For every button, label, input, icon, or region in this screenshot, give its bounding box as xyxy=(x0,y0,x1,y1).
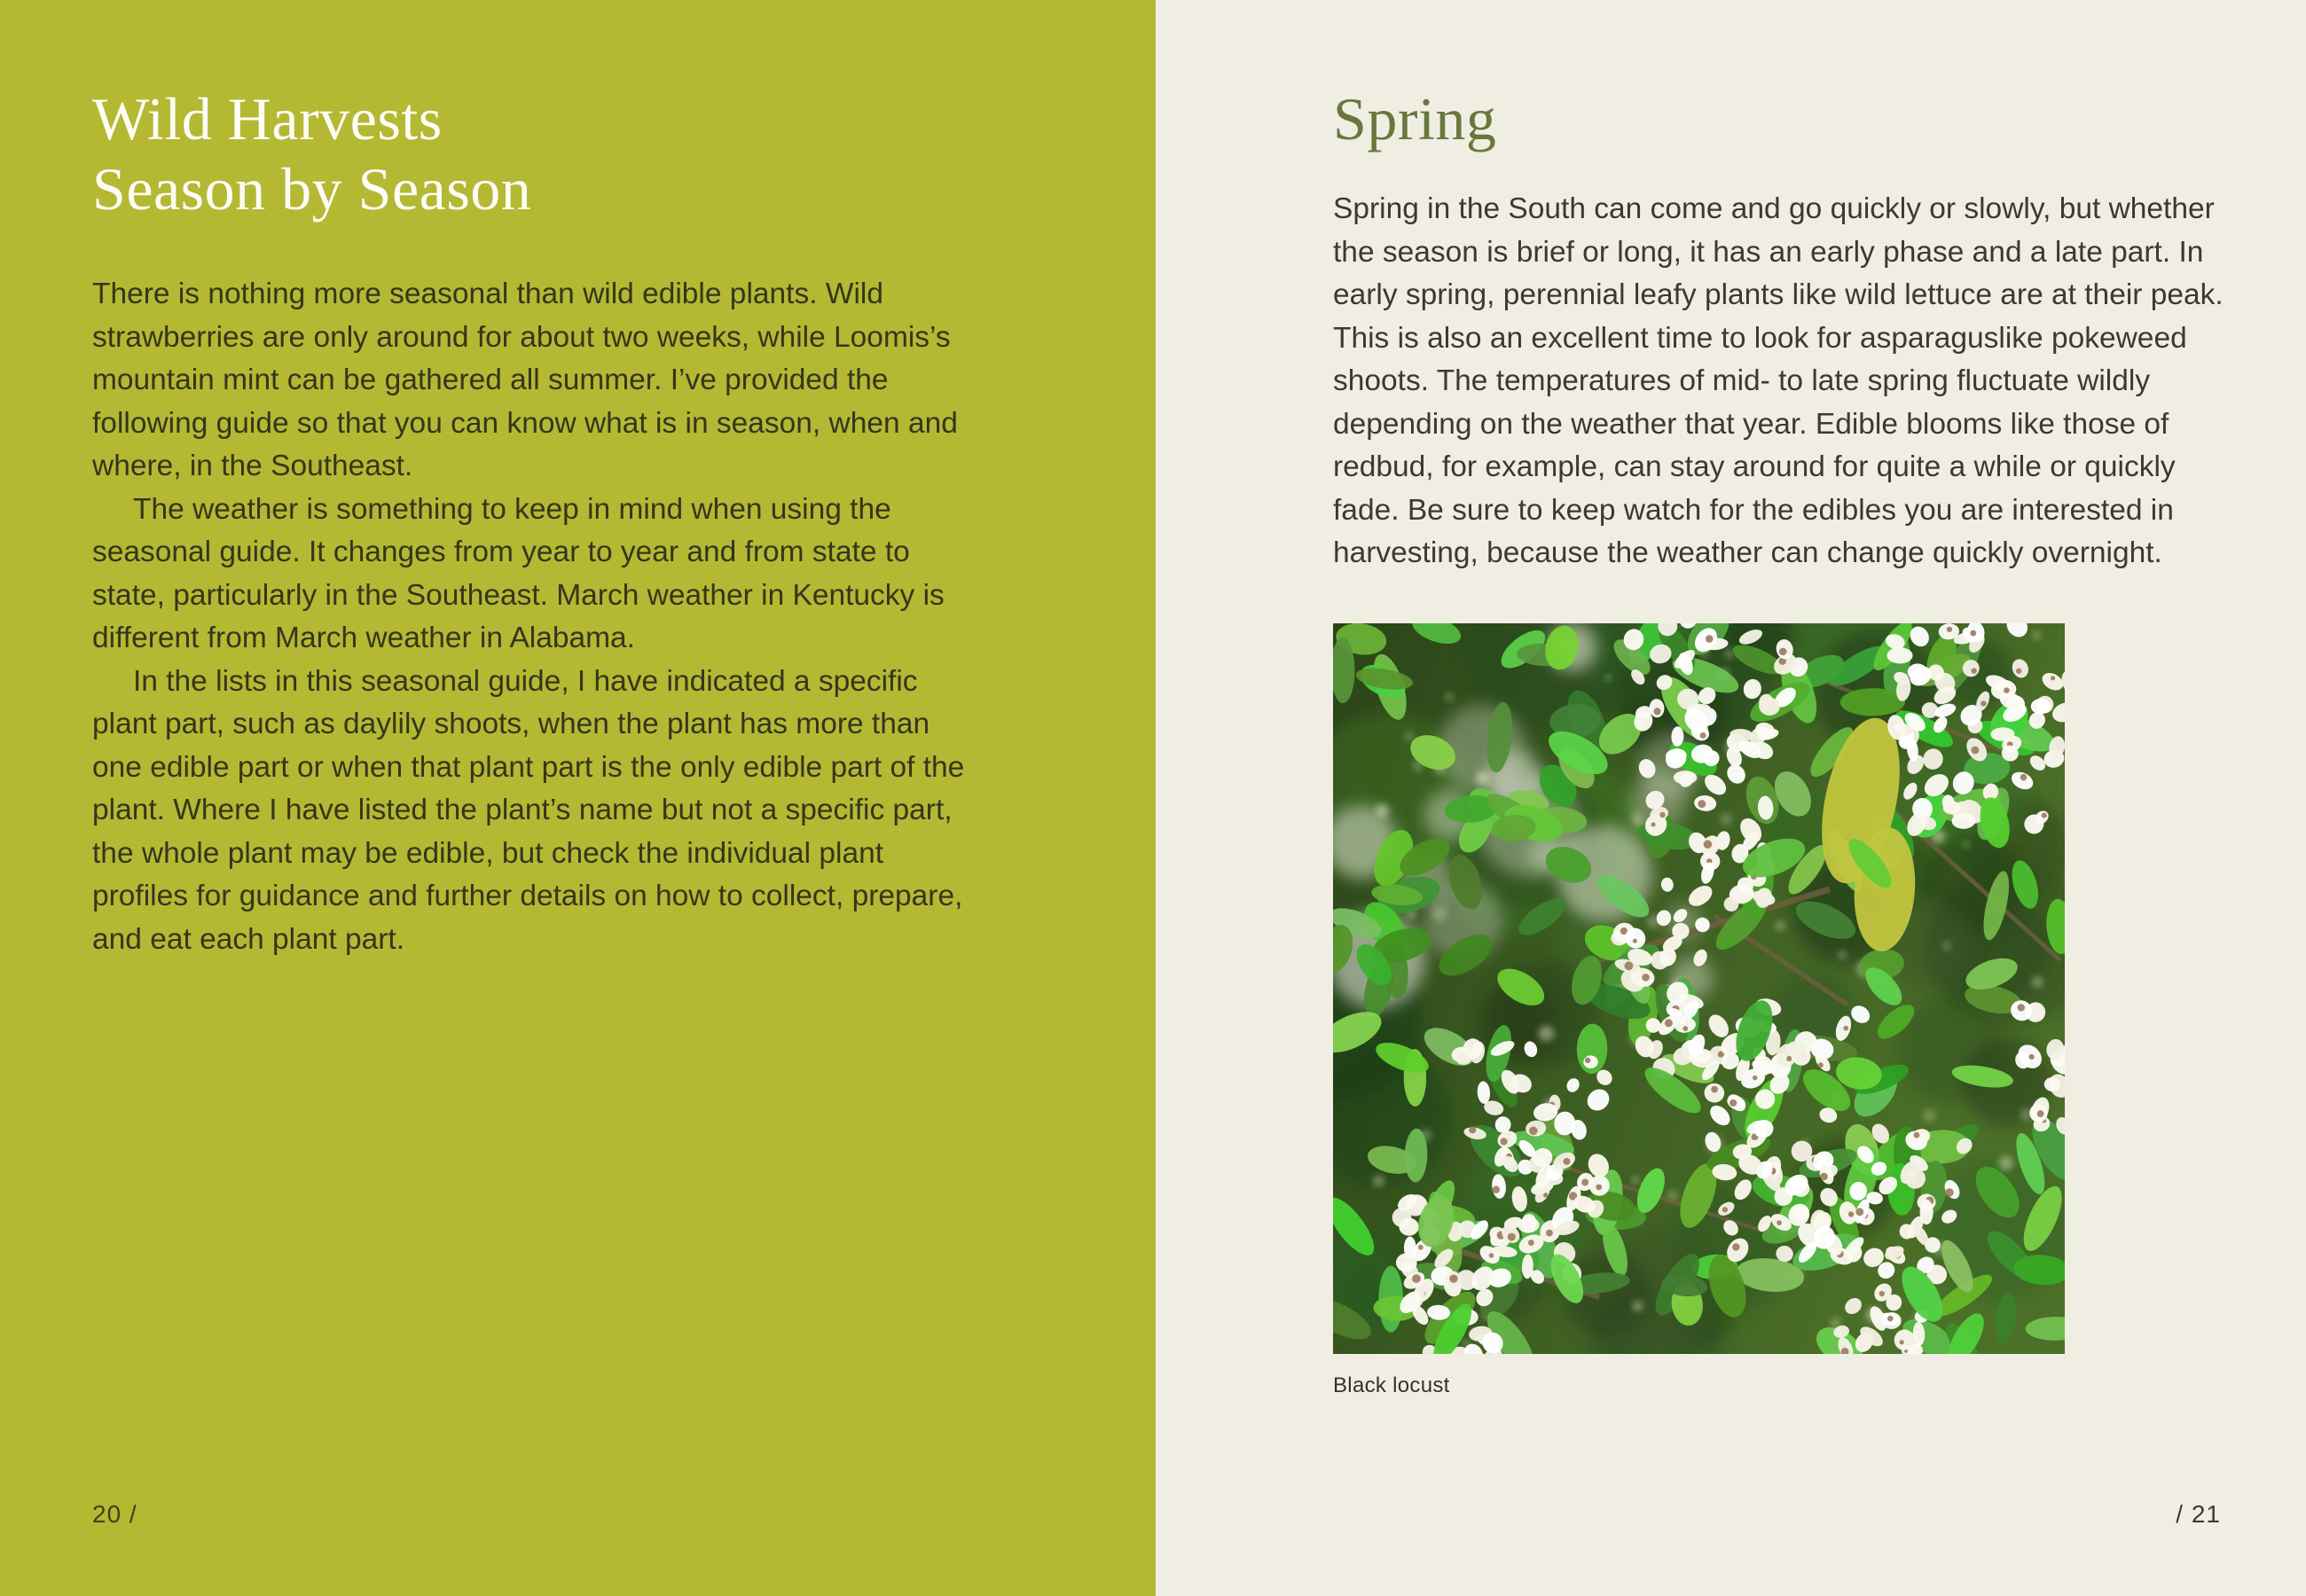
body-paragraph: Spring in the South can come and go quickly or slowly, but whether the season is brief or long, it has an early phase and a late part. In early spring, perennial leafy plants like wild lettuce are at their peak. This is also an excellent time to look for asparaguslike pokeweed shoots. The temperatures of mid- to late spring fluctuate wildly depending on the weather that year. Edible blooms like those of redbud, for example, can stay around for quite a while or quickly fade. Be sure to keep watch for the edibles you are interested in harvesting, because the weather can change quickly overnight. xyxy=(1333,192,2224,569)
right-page xyxy=(1156,0,2306,1596)
chapter-title-line2: Season by Season xyxy=(92,155,532,223)
body-paragraph: There is nothing more seasonal than wild edible plants. Wild strawberries are only around for about two weeks, while Loomis’s mountain mint can be gathered all summer. I’ve provided the following guide so that you can know what is in season, when and where, in the Southeast. xyxy=(92,278,958,482)
photo-caption: Black locust xyxy=(1333,1373,1450,1397)
body-paragraph: In the lists in this seasonal guide, I have indicated a specific plant part, such as daylily shoots, when the plant has more than one edible part or when that plant part is the only edible part of the plant. Where I have listed the plant’s name but not a specific part, the whole plant may be edible, but check the individual plant profiles for guidance and further details on how to collect, prepare, and eat each plant part. xyxy=(92,664,965,956)
section-title-spring: Spring xyxy=(1333,85,1497,153)
page-number-right: / 21 xyxy=(2176,1500,2221,1528)
chapter-title xyxy=(92,84,1071,224)
page-number-left: 20 / xyxy=(92,1500,137,1528)
right-page-content xyxy=(1156,0,2306,1398)
left-page-content xyxy=(0,0,1071,961)
chapter-intro-text xyxy=(92,273,979,961)
body-paragraph: The weather is something to keep in mind when using the seasonal guide. It changes from year to year and from state to state, particularly in the Southeast. March weather in Kentucky is different from March weather in Alabama. xyxy=(92,492,945,654)
black-locust-photo xyxy=(1333,623,2065,1354)
chapter-title-line1: Wild Harvests xyxy=(92,85,443,153)
spring-intro-text xyxy=(1333,188,2224,575)
black-locust-photo-image xyxy=(1333,623,2065,1354)
